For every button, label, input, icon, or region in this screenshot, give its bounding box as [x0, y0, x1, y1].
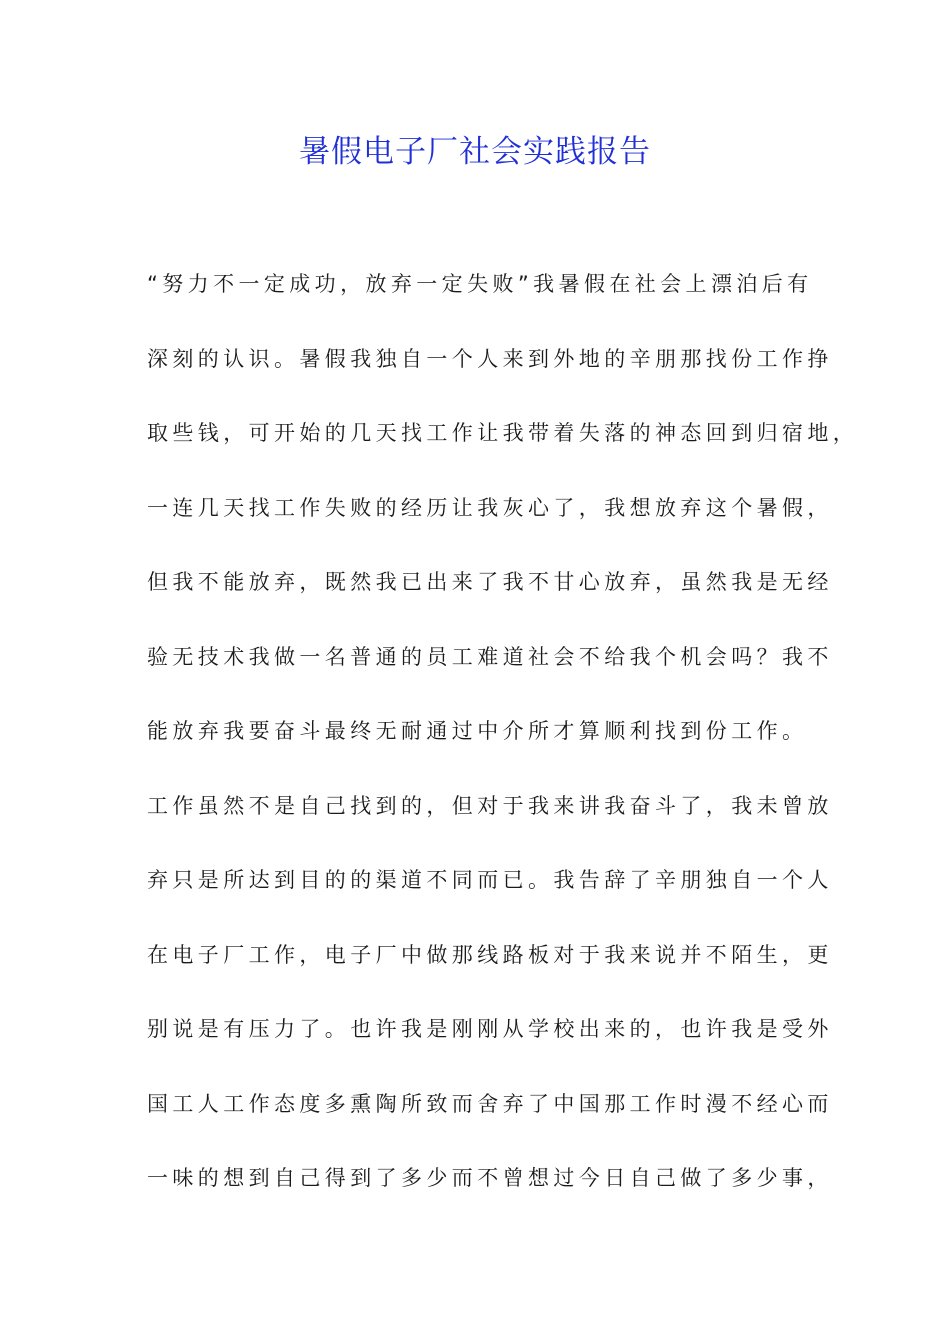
text-line: 验无技术我做一名普通的员工难道社会不给我个机会吗？我不 — [147, 644, 833, 669]
text-line: “努力不一定成功，放弃一定失败”我暑假在社会上漂泊后有 — [147, 272, 813, 296]
text-line: 取些钱，可开始的几天找工作让我带着失落的神态回到归宿地， — [147, 421, 859, 445]
text-line: 能放弃我要奋斗最终无耐通过中介所才算顺利找到份工作。 — [147, 719, 808, 743]
document-body — [147, 262, 859, 1231]
document-title: 暑假电子厂社会实践报告 — [299, 134, 651, 170]
text-line: 一连几天找工作失败的经历让我灰心了，我想放弃这个暑假， — [147, 495, 833, 520]
text-line: 深刻的认识。暑假我独自一个人来到外地的辛朋那找份工作挣 — [147, 346, 833, 371]
text-line: 但我不能放弃，既然我已出来了我不甘心放弃，虽然我是无经 — [147, 570, 833, 594]
text-line: 工作虽然不是自己找到的，但对于我来讲我奋斗了，我未曾放 — [147, 793, 833, 818]
text-line: 在电子厂工作，电子厂中做那线路板对于我来说并不陌生，更 — [147, 942, 833, 967]
text-line: 国工人工作态度多熏陶所致而舍弃了中国那工作时漫不经心而 — [147, 1091, 833, 1116]
text-line: 别说是有压力了。也许我是刚刚从学校出来的，也许我是受外 — [147, 1017, 833, 1041]
text-line: 弃只是所达到目的的渠道不同而已。我告辞了辛朋独自一个人 — [147, 868, 833, 892]
text-line: 一味的想到自己得到了多少而不曾想过今日自己做了多少事， — [147, 1166, 833, 1190]
